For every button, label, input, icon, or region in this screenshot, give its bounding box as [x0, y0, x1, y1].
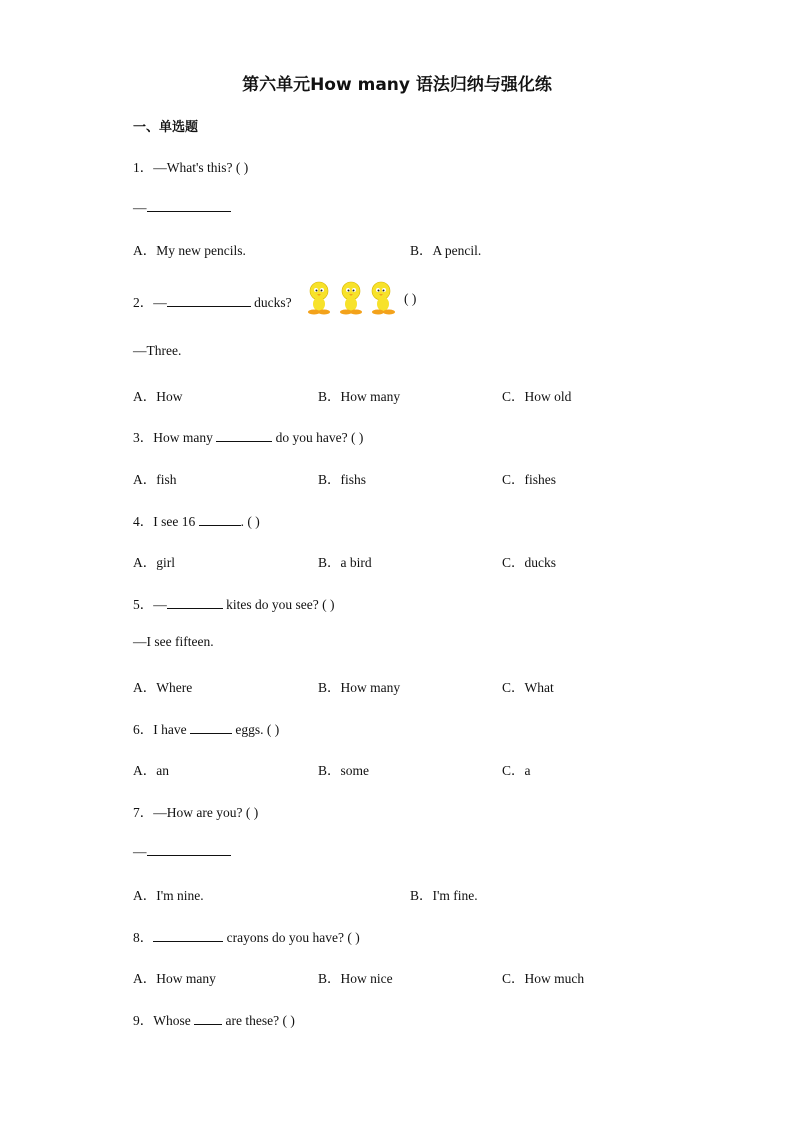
- q2-option-a[interactable]: A．How: [133, 389, 183, 404]
- q7-option-b[interactable]: B．I'm fine.: [410, 888, 478, 903]
- q5-option-b[interactable]: B．How many: [318, 680, 401, 695]
- question-7: [133, 801, 258, 821]
- duck-icon: [340, 282, 362, 315]
- answer-blank[interactable]: [153, 929, 223, 942]
- question-number: 5．: [133, 597, 154, 612]
- q2-option-c[interactable]: C．How old: [502, 389, 572, 404]
- answer-blank[interactable]: [194, 1012, 222, 1025]
- question-3: 3．How many do you have? ( ): [133, 430, 364, 445]
- question-6: 6．I have eggs. ( ): [133, 722, 280, 737]
- q1-option-b[interactable]: B．A pencil.: [410, 243, 482, 258]
- q5-reply: —I see fifteen.: [133, 634, 214, 649]
- q5-option-a[interactable]: A．Where: [133, 680, 193, 695]
- answer-blank[interactable]: [167, 294, 251, 307]
- duck-icon: [372, 282, 395, 315]
- answer-blank[interactable]: [167, 596, 223, 609]
- answer-blank[interactable]: [216, 429, 272, 442]
- question-text: —What's this? ( ): [153, 160, 249, 175]
- q4-option-b[interactable]: B．a bird: [318, 555, 372, 570]
- q6-option-c[interactable]: C．a: [502, 763, 531, 778]
- answer-blank[interactable]: [190, 721, 232, 734]
- answer-prefix: —: [133, 844, 147, 859]
- q1-option-a[interactable]: A．My new pencils.: [133, 243, 246, 258]
- answer-blank[interactable]: [147, 843, 231, 856]
- question-text: —How are you? ( ): [153, 805, 259, 820]
- q6-option-b[interactable]: B．some: [318, 763, 370, 778]
- answer-blank[interactable]: [147, 199, 231, 212]
- section-heading: 一、单选题: [133, 120, 199, 135]
- question-1: [133, 156, 248, 176]
- question-5: 5．— kites do you see? ( ): [133, 597, 335, 612]
- q4-option-a[interactable]: A．girl: [133, 555, 175, 570]
- q3-option-a[interactable]: A．fish: [133, 472, 177, 487]
- question-2: 2．— ducks?: [133, 295, 292, 310]
- question-number: 4．: [133, 514, 154, 529]
- q8-option-b[interactable]: B．How nice: [318, 971, 393, 986]
- q2-reply: —Three.: [133, 343, 182, 358]
- q3-option-c[interactable]: C．fishes: [502, 472, 556, 487]
- duck-icon: [308, 282, 330, 315]
- q5-option-c[interactable]: C．What: [502, 680, 554, 695]
- ducks-image: [303, 278, 403, 318]
- answer-line-7: [133, 843, 231, 860]
- question-number: 6．: [133, 722, 154, 737]
- question-number: 8．: [133, 930, 154, 945]
- q4-option-c[interactable]: C．ducks: [502, 555, 556, 570]
- q8-option-a[interactable]: A．How many: [133, 971, 216, 986]
- question-number: 9．: [133, 1013, 154, 1028]
- question-number: 3．: [133, 430, 154, 445]
- question-number: 1．: [133, 160, 154, 175]
- q2-paren: ( ): [404, 291, 417, 306]
- answer-blank[interactable]: [199, 513, 241, 526]
- q8-option-c[interactable]: C．How much: [502, 971, 585, 986]
- q3-option-b[interactable]: B．fishs: [318, 472, 367, 487]
- question-number: 2．: [133, 295, 154, 310]
- answer-prefix: —: [133, 200, 147, 215]
- question-number: 7．: [133, 805, 154, 820]
- question-4: 4．I see 16 . ( ): [133, 514, 260, 529]
- q2-option-b[interactable]: B．How many: [318, 389, 401, 404]
- question-8: 8． crayons do you have? ( ): [133, 930, 360, 945]
- page-title: 第六单元How many 语法归纳与强化练: [242, 75, 552, 95]
- q6-option-a[interactable]: A．an: [133, 763, 169, 778]
- question-9: 9．Whose are these? ( ): [133, 1013, 295, 1028]
- answer-line-1: [133, 199, 231, 216]
- q7-option-a[interactable]: A．I'm nine.: [133, 888, 204, 903]
